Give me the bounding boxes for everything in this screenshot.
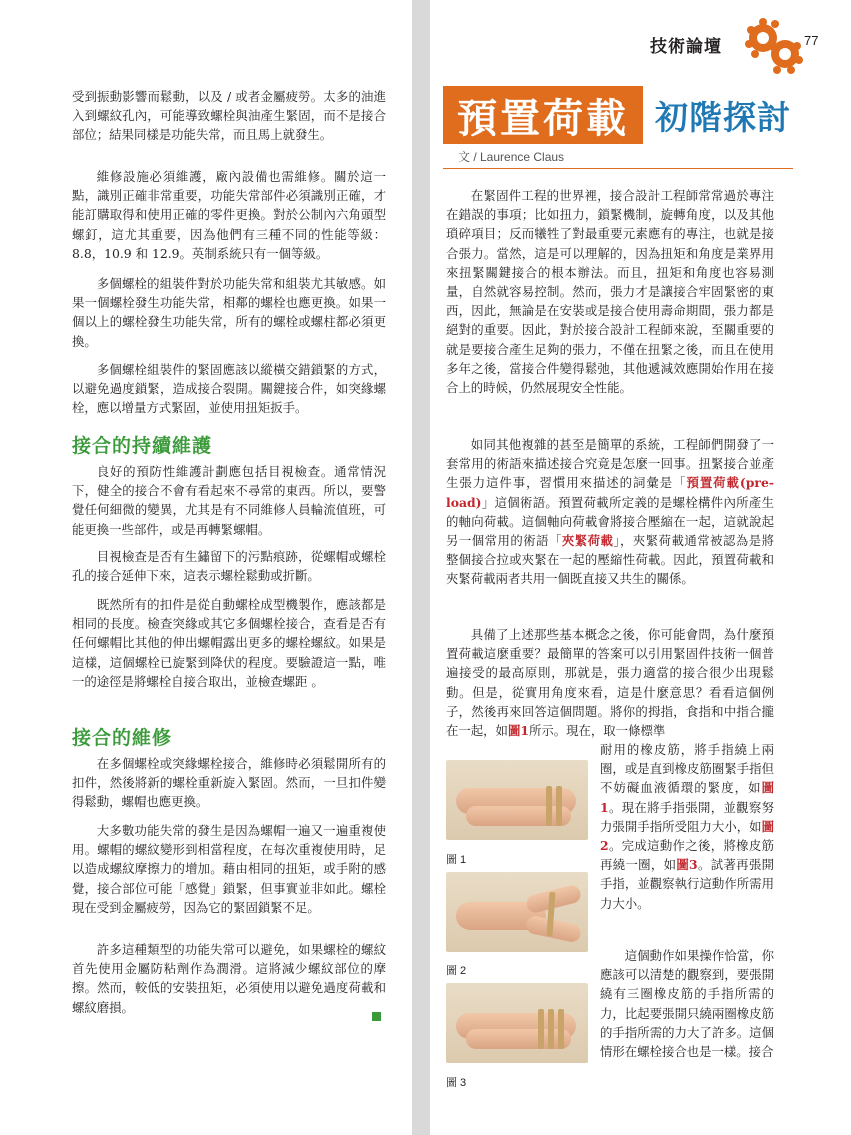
figure-2-caption: 圖 2 [446,965,467,977]
left-paragraph-7: 既然所有的扣件是從自動螺栓成型機製作，應該都是相同的長度。檢查突緣或其它多個螺栓接合，查看是否有任何螺帽比其他的伸出螺帽露出更多的螺栓螺紋。如果是這樣，這個螺栓已旋緊到降伏的程度。要驗證這一點，唯一的途徑是將螺栓自接合取出，並檢查螺距 。 [72,597,386,689]
section-label: 技術論壇 [650,37,722,57]
figure-2-reference: 圖2 [600,818,774,854]
right-paragraph-2: 如同其他複雜的甚至是簡單的系統，工程師們開發了一套常用的術語來描述接合究竟是怎麼一回事。扭緊接合並產生張力這件事，習慣用來描述的詞彙是「預置荷載(pre-load)」這個術語。預置荷載所定義的是螺栓構件內所產生的軸向荷載。這個軸向荷載會將接合壓縮在一起，這就說起另一個常用的術語「夾緊荷載」，夾緊荷載通常被認為是將整個接合拉或夾緊在一起的壓縮性荷載。因此，預置荷載和夾緊荷載兩者共用一個既直接又共生的關係。 [446,437,775,587]
preload-term: 預置荷載(pre-load) [446,475,774,510]
heading-repair: 接合的維修 [72,727,173,749]
og-logo-icon [745,16,803,74]
left-paragraph-8: 在多個螺栓或突緣螺栓接合，維修時必須鬆開所有的扣件，然後將新的螺栓重新旋入緊固。然而，一旦扣件變得鬆動，螺帽也應更換。 [72,756,386,810]
figure-1-reference: 圖1 [507,723,529,739]
title-divider [443,168,793,169]
article-subtitle: 初階探討 [655,98,791,137]
byline: 文 / Laurence Claus [458,150,565,164]
figure-3-caption: 圖 3 [446,1077,467,1089]
left-paragraph-4: 多個螺栓組裝件的緊固應該以縱橫交錯鎖緊的方式，以避免過度鎖緊，造成接合裂開。關鍵接合件，如突緣螺栓，應以增量方式緊固，並使用扭矩扳手。 [72,362,386,416]
heading-ongoing-maintenance: 接合的持續維護 [72,435,213,457]
left-paragraph-10: 許多這種類型的功能失常可以避免，如果螺栓的螺紋首先使用金屬防粘劑作為潤滑。這將減少螺紋部位的摩擦。然而，較低的安裝扭矩，必須使用以避免過度荷載和螺紋磨損。 [72,942,386,1015]
figure-3-photo [446,983,588,1063]
left-paragraph-3: 多個螺栓的組裝件對於功能失常和組裝尤其敏感。如果一個螺栓發生功能失常，相鄰的螺栓也應更換。如果一個以上的螺栓發生功能失常，所有的螺栓或螺柱都必須更換。 [72,276,386,349]
article-title: 預置荷載 [443,86,643,144]
left-paragraph-6: 目視檢查是否有生鏽留下的污點痕跡，從螺帽或螺栓孔的接合延伸下來，這表示螺栓鬆動或折斷。 [72,549,386,584]
left-paragraph-5: 良好的預防性維護計劃應包括目視檢查。通常情況下，健全的接合不會有看起來不尋常的東西。所以，要警覺任何細微的變異，尤其是有不同維修人員輪流值班，可能更換一些部件，或是再轉緊螺帽。 [72,464,386,537]
figure-1-photo [446,760,588,840]
right-paragraph-4: 耐用的橡皮筋，將手指繞上兩圈，或是直到橡皮筋圈緊手指但不妨礙血液循環的緊度，如圖1。現在將手指張開，並觀察努力張開手指所受阻力大小，如圖2。完成這動作之後，將橡皮筋再繞一圈，如圖3。試著再張開手指，並觀察執行這動作所需用力大小。 [600,742,774,911]
figure-3-reference: 圖3 [676,857,698,873]
figure-1-caption: 圖 1 [446,854,467,866]
right-paragraph-1: 在緊固件工程的世界裡，接合設計工程師常常過於專注在錯誤的事項；比如扭力，鎖緊機制，旋轉角度，以及其他瑣碎項目；反而犧牲了對最重要元素應有的專注，也就是接合張力。當然，這是可以理解的，因為扭矩和角度是業界用來扭緊關鍵接合的根本辦法。而且，扭矩和角度也容易測量，自然就容易控制。然而，張力才是讓接合牢固緊密的東西，因此，無論是在安裝或是接合使用壽命期間，張力都是絕對的重要。因此，對於接合設計工程師來說，至關重要的就是要接合產生足夠的張力，不僅在扭緊之後，而且在使用多年之後，當接合件變得鬆弛，其他遞減效應開始作用在接合上的時候，仍然展現安全性能。 [446,188,774,396]
page-number: 77 [804,33,819,48]
figure-1-reference-2: 圖1 [600,780,774,815]
article-end-mark [372,1012,381,1021]
right-paragraph-5: 這個動作如果操作恰當，你應該可以清楚的觀察到，要張開繞有三圈橡皮筋的手指所需的力，比起要張開只繞兩圈橡皮筋的手指所需的力大了許多。這個情形在螺栓接合也是一樣。接合 [600,948,774,1060]
right-paragraph-3: 具備了上述那些基本概念之後，你可能會問，為什麼預置荷載這麼重要？最簡單的答案可以引用緊固件技術一個普遍接受的最高原則，那就是，張力適當的接合很少出現鬆動。但是，從實用角度來看，這是什麼意思？看看這個例子，然後再來回答這個問題。將你的拇指，食指和中指合攏在一起，如圖1所示。現在，取一條標準 [446,627,774,739]
left-paragraph-9: 大多數功能失常的發生是因為螺帽一遍又一遍重複使用。螺帽的螺紋變形到相當程度，在每次重複使用時，足以造成螺紋摩擦力的增加。藉由相同的扭矩，或手附的感覺，接合部位可能「感覺」鎖緊，但事實並非如此。螺栓現在受到金屬疲勞，因為它的緊固鎖緊不足。 [72,823,386,915]
figure-2-photo [446,872,588,952]
left-paragraph-2: 維修設施必須維護，廠內設備也需維修。關於這一點，識別正確非常重要，功能失常部件必須識別正確，才能訂購取得和使用正確的零件更換。對於公制內六角頭型螺釘，這尤其重要，因為他們有三種不同的性能等級：8.8，10.9 和 12.9。英制系統只有一個等級。 [72,169,386,261]
left-paragraph-1: 受到振動影響而鬆動，以及 / 或者金屬疲勞。太多的油進入到螺紋孔內，可能導致螺栓與油產生緊固，而不是接合部位；結果同樣是功能失常，而且馬上就發生。 [72,89,386,143]
clamp-load-term: 夾緊荷載 [561,533,614,549]
column-gutter [412,0,430,1135]
